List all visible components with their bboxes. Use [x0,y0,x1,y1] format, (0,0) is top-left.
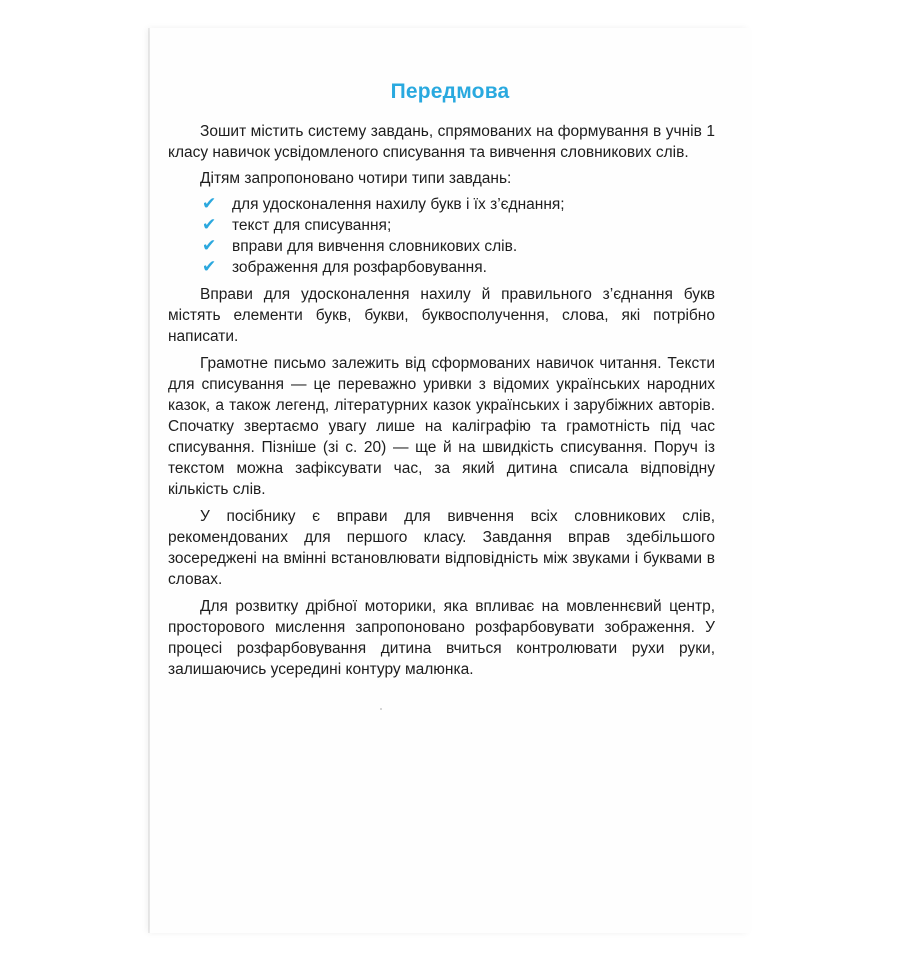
intro-paragraph: Зошит містить систему завдань, спрямованих на формування в учнів 1 класу навичок усвідомленого списування та вивчення словникових слів. [168,123,715,161]
check-icon: ✔ [202,257,217,277]
check-icon: ✔ [202,236,217,256]
task-type-item [168,257,715,278]
vocabulary-paragraph: У посібнику є вправи для вивчення всіх словникових слів, рекомендованих для першого класу. Завдання вправ здебільшого зосереджені на вмінні встановлювати відповідність між звуками і буквами в словах. [168,508,715,588]
task-type-item [168,215,715,236]
check-icon: ✔ [202,194,217,214]
task-type-list [168,194,715,278]
page-body [168,121,715,686]
literacy-paragraph: Грамотне письмо залежить від сформованих навичок читання. Тексти для списування — це переважно уривки з відомих українських народних казок, а також легенд, літературних казок українських і зарубіжних авторів. Спочатку звертаємо увагу лише на каліграфію та грамотність під час списування. Пізніше (зі с. 20) — ще й на швидкість списування. Поруч із текстом можна зафіксувати час, за який дитина списала відповідну кількість слів. [168,355,715,498]
task-type-label: для удосконалення нахилу букв і їх з’єднання; [232,196,565,213]
task-types-lead: Дітям запропоновано чотири типи завдань: [200,170,512,187]
task-type-label: вправи для вивчення словникових слів. [232,238,518,255]
task-type-item [168,194,715,215]
check-icon: ✔ [202,215,217,235]
paper-speck [380,708,382,710]
page-title: Передмова [390,80,510,103]
task-type-item [168,236,715,257]
task-type-label: зображення для розфарбовування. [232,259,487,276]
exercises-paragraph: Вправи для удосконалення нахилу й правильного з’єднання букв містять елементи букв, букви, буквосполучення, слова, які потрібно написати. [168,286,715,345]
coloring-paragraph: Для розвитку дрібної моторики, яка впливає на мовленнєвий центр, просторового мислення запропоновано розфарбовувати зображення. У процесі розфарбовування дитина вчиться контролювати рухи руки, залишаючись усередині контуру малюнка. [168,598,715,678]
task-type-label: текст для списування; [232,217,392,234]
